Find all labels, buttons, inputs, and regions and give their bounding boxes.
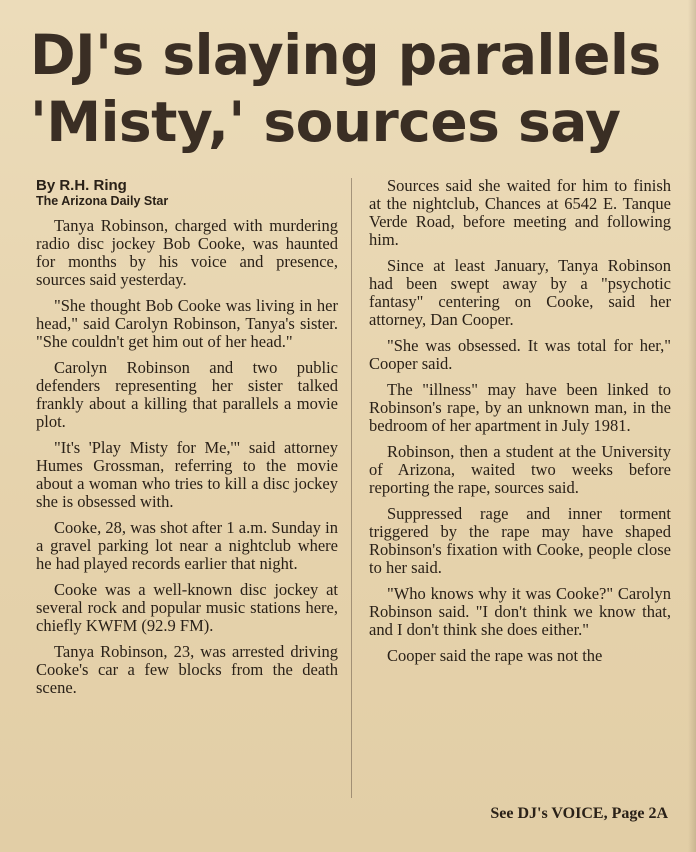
- paragraph: "Who knows why it was Cooke?" Carolyn Robinson said. "I don't think we know that, and I don't think she does either.": [369, 584, 671, 639]
- paragraph: Sources said she waited for him to finish at the nightclub, Chances at 6542 E. Tanque Verde Road, before meeting and following him.: [369, 176, 671, 249]
- continuation-jump-line: See DJ's VOICE, Page 2A: [490, 805, 668, 822]
- paragraph: Suppressed rage and inner torment triggered by the rape may have shaped Robinson's fixation with Cooke, people close to her said.: [369, 504, 671, 577]
- paragraph: The "illness" may have been linked to Robinson's rape, by an unknown man, in the bedroom of her apartment in July 1981.: [369, 380, 671, 435]
- paragraph: Cooke, 28, was shot after 1 a.m. Sunday in a gravel parking lot near a nightclub where he had played records earlier that night.: [36, 518, 338, 573]
- byline: By R.H. Ring: [36, 177, 127, 194]
- headline-line-2: 'Misty,' sources say: [30, 90, 621, 154]
- paragraph: Cooke was a well-known disc jockey at several rock and popular music stations here, chiefly KWFM (92.9 FM).: [36, 580, 338, 635]
- paragraph: Carolyn Robinson and two public defenders representing her sister talked frankly about a killing that parallels a movie plot.: [36, 358, 338, 431]
- byline-affiliation: The Arizona Daily Star: [36, 194, 169, 208]
- paragraph: Tanya Robinson, 23, was arrested driving Cooke's car a few blocks from the death scene.: [36, 642, 338, 697]
- paragraph: "She was obsessed. It was total for her," Cooper said.: [369, 336, 671, 373]
- paragraph: Since at least January, Tanya Robinson had been swept away by a "psychotic fantasy" centering on Cooke, said her attorney, Dan Cooper.: [369, 256, 671, 329]
- column-divider: [351, 178, 352, 798]
- article-column-right: [369, 177, 671, 673]
- paper-edge-shadow: [688, 0, 696, 852]
- paragraph: Tanya Robinson, charged with murdering radio disc jockey Bob Cooke, was haunted for months by his voice and presence, sources said yesterday.: [36, 216, 338, 289]
- headline: [30, 22, 680, 156]
- headline-line-1: DJ's slaying parallels: [30, 23, 661, 87]
- paragraph: "She thought Bob Cooke was living in her head," said Carolyn Robinson, Tanya's sister. "She couldn't get him out of her head.": [36, 296, 338, 351]
- paragraph: Cooper said the rape was not the: [387, 646, 603, 665]
- paragraph: "It's 'Play Misty for Me,'" said attorney Humes Grossman, referring to the movie about a woman who tries to kill a disc jockey she is obsessed with.: [36, 438, 338, 511]
- paragraph: Robinson, then a student at the University of Arizona, waited two weeks before reporting the rape, sources said.: [369, 442, 671, 497]
- article-column-left: [36, 178, 338, 705]
